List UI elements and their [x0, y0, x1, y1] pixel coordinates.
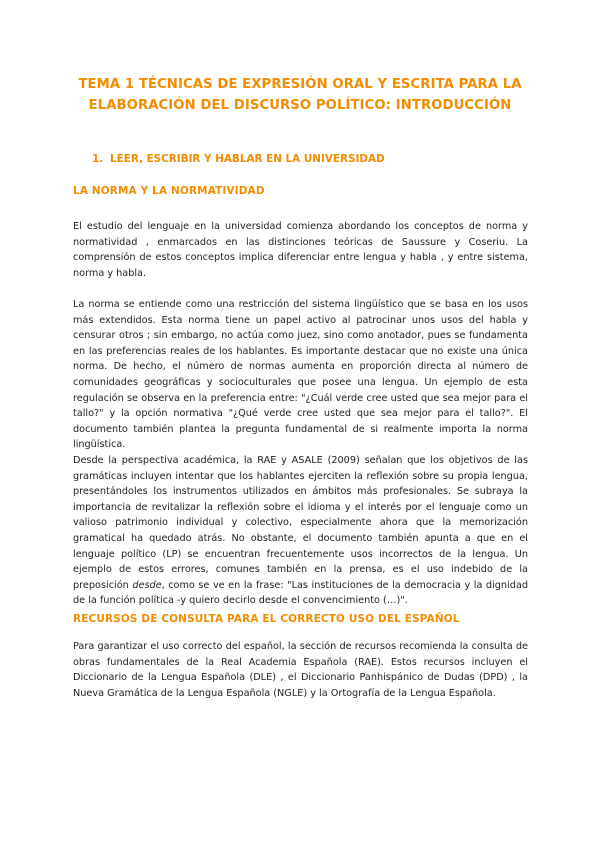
paragraph-norma-intro: El estudio del lenguaje en la universidad comienza abordando los conceptos de norma y normatividad , enmarcados en las distinciones teóricas de Saussure y Coseriu. La comprensión de estos conceptos implica diferenciar entre lengua y habla , y entre sistema, norma y habla. — [73, 221, 528, 279]
section-number: 1. — [92, 153, 104, 165]
paragraph-text: Desde la perspectiva académica, la RAE y ASALE (2009) señalan que los objetivos de las gramáticas incluyen intentar que los hablantes ejerciten la reflexión sobre su propia lengua, presentándoles los instrumentos utilizados en ámbitos más profesionales. Se subraya la importancia de revitalizar la reflexión sobre el idioma y el interés por el lenguaje como un valioso patrimonio individual y colectivo, especialmente ahora que la memorización gramatical ha quedado atrás. No obstante, el documento también apunta a que en el lenguaje político (LP) se encuentran frecuentemente usos incorrectos de la lengua. Un ejemplo de estos errores, comunes también en la prensa, es el uso indebido de la preposición — [73, 455, 528, 591]
document-title: TEMA 1 TÉCNICAS DE EXPRESIÓN ORAL Y ESCRITA PARA LA ELABORACIÓN DEL DISCURSO POLÍTICO: INTRODUCCIÓN — [78, 77, 522, 113]
paragraph-recursos: Para garantizar el uso correcto del español, la sección de recursos recomienda la consulta de obras fundamentales de la Real Academia Española (RAE). Estos recursos incluyen el Diccionario de la Lengua Española (DLE) , el Diccionario Panhispánico de Dudas (DPD) , la Nueva Gramática de la Lengua Española (NGLE) y la Ortografía de la Lengua Española. — [73, 641, 528, 699]
section-label: LEER, ESCRIBIR Y HABLAR EN LA UNIVERSIDAD — [110, 153, 385, 165]
subheading-norma: LA NORMA Y LA NORMATIVIDAD — [73, 185, 265, 197]
section-heading-1 — [92, 152, 385, 166]
paragraph-norma-definition: La norma se entiende como una restricción del sistema lingüístico que se basa en los usos más extendidos. Esta norma tiene un papel activo al patrocinar unos usos del habla y censurar otros ; sin embargo, no actúa como juez, sino como anotador, pues se fundamenta en las preferencias reales de los hablantes. Es importante destacar que no existe una única norma. De hecho, el número de normas aumenta en proporción directa al número de comunidades geográficas y socioculturales que posee una lengua. Un ejemplo de esta regulación se observa en la preferencia entre: "¿Cuál verde cree usted que sea mejor para el tallo?" y la opción normativa "¿Qué verde cree usted que sea mejor para el tallo?". El documento también plantea la pregunta fundamental de si realmente importa la norma lingüística. — [73, 299, 528, 451]
emphasis-desde: desde — [132, 579, 162, 591]
paragraph-text-end: , como se ve en la frase: "Las instituciones de la democracia y la dignidad de la función política -y quiero decirlo desde el convencimiento (…)". — [73, 579, 528, 607]
paragraph-academic-perspective — [73, 453, 528, 609]
subheading-recursos: RECURSOS DE CONSULTA PARA EL CORRECTO USO DEL ESPAÑOL — [73, 613, 460, 625]
